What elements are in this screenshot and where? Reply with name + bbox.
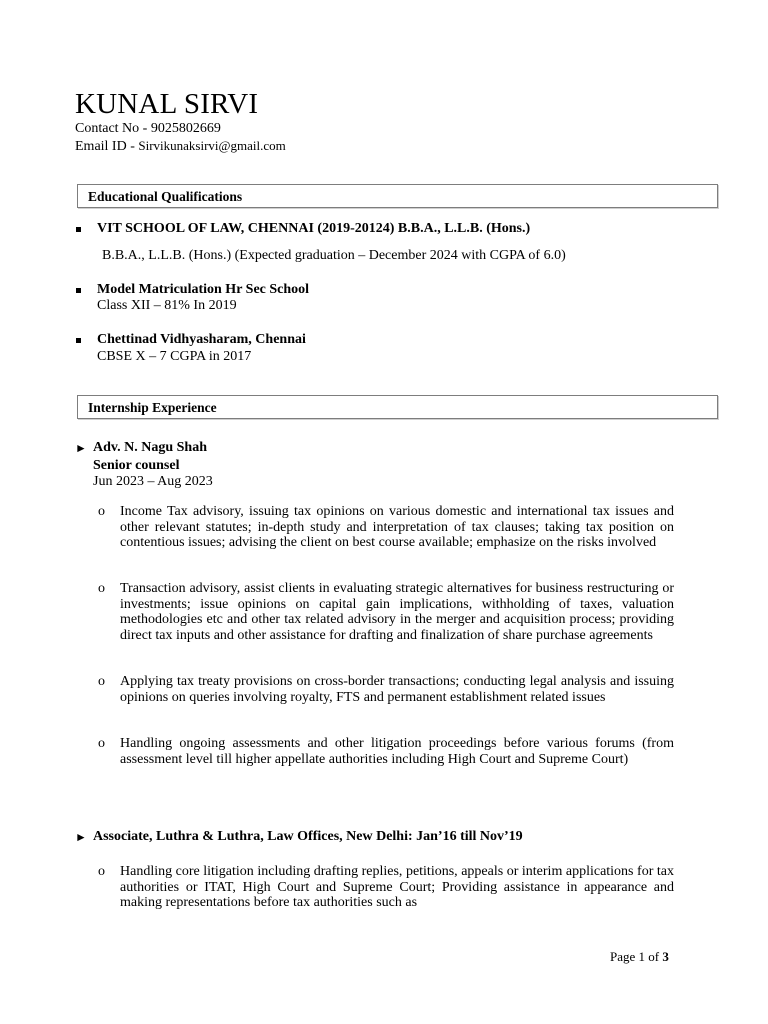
- circle-bullet-icon: o: [98, 504, 105, 519]
- internship-section-header: [77, 395, 718, 419]
- internship-period: Jun 2023 – Aug 2023: [93, 474, 213, 489]
- page-current: 1: [638, 949, 646, 964]
- education-item-detail: CBSE X – 7 CGPA in 2017: [97, 349, 252, 364]
- education-item-title: VIT SCHOOL OF LAW, CHENNAI (2019-20124) B.B.A., L.L.B. (Hons.): [97, 221, 531, 236]
- page-total: 3: [662, 949, 669, 964]
- square-bullet-icon: [76, 288, 81, 293]
- internship-point: Transaction advisory, assist clients in evaluating strategic alternatives for business restructuring or investments; issue opinions on capital gain implications, withholding of taxes, valuation methodologies etc and other tax related advisory in the merger and acquisition process; providing direct tax inputs and other assistance for drafting and finalization of share purchase agreements: [120, 581, 674, 643]
- education-item-title: Chettinad Vidhyasharam, Chennai: [97, 332, 306, 347]
- email-line: [75, 138, 286, 155]
- internship-point: Handling ongoing assessments and other litigation proceedings before various forums (from assessment level till higher appellate authorities including High Court and Supreme Court): [120, 736, 674, 767]
- internship-title: Adv. N. Nagu Shah: [93, 440, 207, 455]
- page-prefix: Page: [610, 949, 639, 964]
- email-value: Sirvikunaksirvi@gmail.com: [138, 138, 286, 153]
- education-item-title: Model Matriculation Hr Sec School: [97, 282, 310, 297]
- circle-bullet-icon: o: [98, 864, 105, 879]
- contact-number: Contact No - 9025802669: [75, 121, 221, 136]
- circle-bullet-icon: o: [98, 581, 105, 596]
- education-heading: Educational Qualifications: [88, 189, 243, 204]
- internship-title: Associate, Luthra & Luthra, Law Offices, New Delhi: Jan’16 till Nov’19: [93, 829, 523, 844]
- internship-point: Handling core litigation including drafting replies, petitions, appeals or interim applications for tax authorities or ITAT, High Court and Supreme Court; Providing assistance in appearance and making representations before tax authorities such as: [120, 864, 674, 911]
- square-bullet-icon: [76, 227, 81, 232]
- education-item-detail: B.B.A., L.L.B. (Hons.) (Expected graduation – December 2024 with CGPA of 6.0): [102, 248, 566, 263]
- email-label: Email ID -: [75, 139, 139, 154]
- internship-role: Senior counsel: [93, 458, 180, 473]
- education-section-header: [77, 184, 718, 208]
- circle-bullet-icon: o: [98, 674, 105, 689]
- triangle-bullet-icon: ►: [75, 441, 87, 455]
- triangle-bullet-icon: ►: [75, 830, 87, 844]
- candidate-name: KUNAL SIRVI: [75, 88, 259, 120]
- education-item-detail: Class XII – 81% In 2019: [97, 298, 237, 313]
- page-number: [610, 949, 669, 965]
- internship-point: Applying tax treaty provisions on cross-border transactions; conducting legal analysis and issuing opinions on queries involving royalty, FTS and permanent establishment related issues: [120, 674, 674, 705]
- square-bullet-icon: [76, 338, 81, 343]
- page-of: of: [645, 949, 663, 964]
- internship-point: Income Tax advisory, issuing tax opinions on various domestic and international tax issues and other relevant statutes; in-depth study and interpretation of tax clauses; taking tax position on contentious issues; advising the client on best course available; emphasize on the risks involved: [120, 504, 674, 551]
- internship-heading: Internship Experience: [88, 400, 217, 415]
- circle-bullet-icon: o: [98, 736, 105, 751]
